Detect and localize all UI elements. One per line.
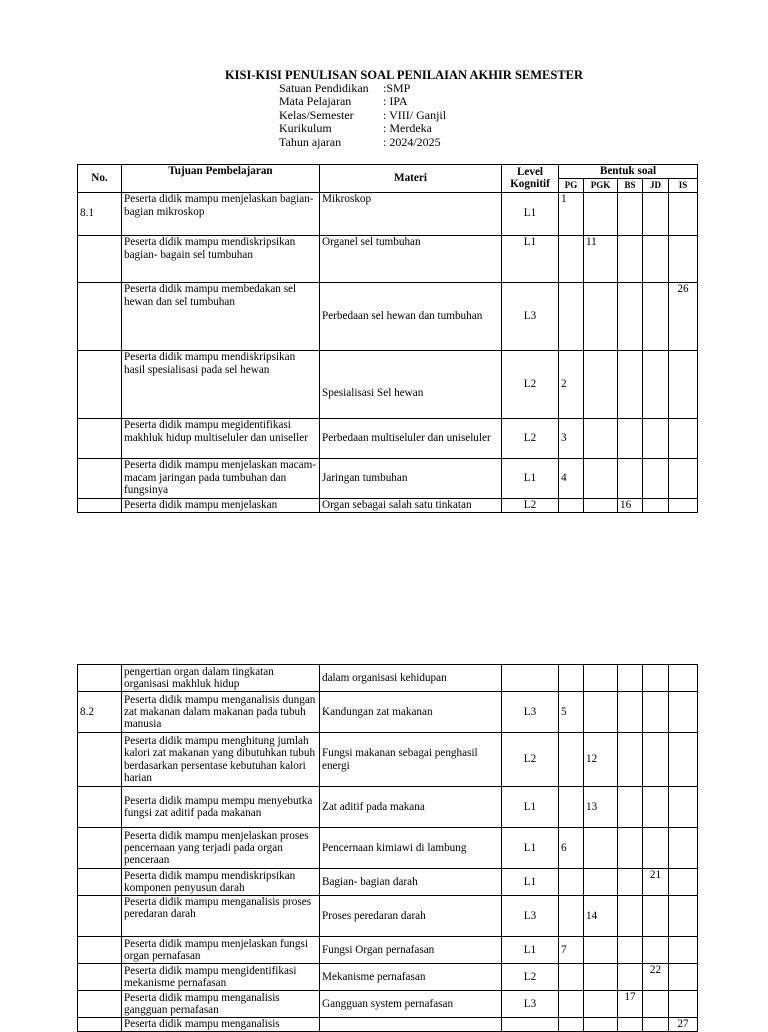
cell-tujuan: Peserta didik mampu menganalisis dungan zat makanan dalam makanan pada tubuh manusia xyxy=(122,692,320,733)
cell-tujuan: Peserta didik mampu menjelaskan bagian- bagian mikroskop xyxy=(122,192,320,235)
cell-pg xyxy=(559,733,584,787)
cell-pgk: 13 xyxy=(584,787,618,828)
cell-level: L3 xyxy=(502,896,559,937)
cell-no xyxy=(78,896,122,937)
cell-no xyxy=(78,418,122,458)
cell-no xyxy=(78,498,122,512)
cell-bs xyxy=(618,828,643,869)
cell-is xyxy=(669,665,698,692)
cell-bs xyxy=(618,937,643,964)
cell-jd xyxy=(643,235,669,282)
cell-tujuan: Peserta didik mampu menganalisis gangguan pernafasan xyxy=(122,991,320,1018)
cell-is xyxy=(669,733,698,787)
cell-level xyxy=(502,1018,559,1032)
cell-pgk xyxy=(584,828,618,869)
cell-level: L2 xyxy=(502,733,559,787)
cell-level: L2 xyxy=(502,498,559,512)
cell-materi: Proses peredaran darah xyxy=(320,896,502,937)
table-row xyxy=(78,458,698,498)
table-row xyxy=(78,282,698,350)
cell-no xyxy=(78,235,122,282)
cell-is xyxy=(669,787,698,828)
cell-jd xyxy=(643,350,669,418)
cell-materi: Mikroskop xyxy=(320,192,502,235)
cell-no xyxy=(78,1018,122,1032)
cell-jd xyxy=(643,991,669,1018)
cell-jd xyxy=(643,896,669,937)
cell-bs xyxy=(618,665,643,692)
cell-jd xyxy=(643,733,669,787)
table-row xyxy=(78,964,698,991)
cell-bs xyxy=(618,869,643,896)
cell-tujuan: Peserta didik mampu menjelaskan fungsi organ pernafasan xyxy=(122,937,320,964)
cell-tujuan: Peserta didik mampu mengidentifikasi mekanisme pernafasan xyxy=(122,964,320,991)
cell-jd xyxy=(643,1018,669,1032)
meta-row xyxy=(279,95,446,108)
cell-level: L3 xyxy=(502,692,559,733)
cell-pg: 4 xyxy=(559,458,584,498)
cell-materi: Fungsi Organ pernafasan xyxy=(320,937,502,964)
cell-level: L2 xyxy=(502,350,559,418)
cell-pg: 1 xyxy=(559,192,584,235)
meta-row xyxy=(279,136,446,149)
cell-is xyxy=(669,937,698,964)
cell-jd xyxy=(643,937,669,964)
cell-level: L1 xyxy=(502,458,559,498)
cell-no xyxy=(78,869,122,896)
cell-is xyxy=(669,828,698,869)
cell-tujuan: Peserta didik mampu menjelaskan macam- macam jaringan pada tumbuhan dan fungsinya xyxy=(122,458,320,498)
cell-is xyxy=(669,964,698,991)
meta-value: : IPA xyxy=(383,94,408,109)
cell-level: L1 xyxy=(502,869,559,896)
header-materi: Materi xyxy=(320,165,502,193)
meta-row xyxy=(279,122,446,135)
cell-no xyxy=(78,350,122,418)
cell-jd xyxy=(643,192,669,235)
cell-pgk xyxy=(584,665,618,692)
cell-is xyxy=(669,692,698,733)
cell-pgk xyxy=(584,350,618,418)
cell-no xyxy=(78,828,122,869)
cell-bs xyxy=(618,458,643,498)
table-row xyxy=(78,692,698,733)
cell-tujuan: Peserta didik mampu mempu menyebutka fungsi zat aditif pada makanan xyxy=(122,787,320,828)
cell-is xyxy=(669,235,698,282)
cell-bs xyxy=(618,350,643,418)
cell-materi: Perbedaan multiseluler dan uniseluler xyxy=(320,418,502,458)
cell-pgk: 12 xyxy=(584,733,618,787)
cell-pg: 5 xyxy=(559,692,584,733)
meta-label: Tahun ajaran xyxy=(279,134,342,149)
cell-pgk: 14 xyxy=(584,896,618,937)
cell-level: L2 xyxy=(502,418,559,458)
cell-jd xyxy=(643,282,669,350)
meta-value: : VIII/ Ganjil xyxy=(383,107,447,122)
cell-is xyxy=(669,869,698,896)
cell-jd xyxy=(643,458,669,498)
cell-level: L3 xyxy=(502,991,559,1018)
cell-jd xyxy=(643,665,669,692)
cell-bs xyxy=(618,896,643,937)
cell-jd xyxy=(643,787,669,828)
cell-no xyxy=(78,282,122,350)
cell-jd xyxy=(643,498,669,512)
cell-materi: Organel sel tumbuhan xyxy=(320,235,502,282)
cell-level: L2 xyxy=(502,964,559,991)
cell-bs xyxy=(618,1018,643,1032)
cell-materi: Kandungan zat makanan xyxy=(320,692,502,733)
cell-pg xyxy=(559,964,584,991)
table-row xyxy=(78,828,698,869)
cell-no: 8.2 xyxy=(78,692,122,733)
cell-is xyxy=(669,458,698,498)
cell-materi: Pencernaan kimiawi di lambung xyxy=(320,828,502,869)
cell-bs xyxy=(618,692,643,733)
cell-tujuan: Peserta didik mampu menganalisis xyxy=(122,1018,320,1032)
document-title: KISI-KISI PENULISAN SOAL PENILAIAN AKHIR SEMESTER xyxy=(224,68,584,82)
kisi-kisi-table-page-1 xyxy=(77,164,698,513)
table-row xyxy=(78,896,698,937)
cell-materi: Bagian- bagian darah xyxy=(320,869,502,896)
cell-jd: 22 xyxy=(643,964,669,991)
cell-is xyxy=(669,991,698,1018)
cell-level: L3 xyxy=(502,282,559,350)
header-tujuan: Tujuan Pembelajaran xyxy=(122,165,320,193)
table-row xyxy=(78,869,698,896)
table-row xyxy=(78,787,698,828)
table-row xyxy=(78,350,698,418)
cell-bs xyxy=(618,192,643,235)
cell-pgk xyxy=(584,418,618,458)
cell-is xyxy=(669,896,698,937)
cell-pgk xyxy=(584,937,618,964)
cell-tujuan: Peserta didik mampu menjelaskan proses pencernaan yang terjadi pada organ penceraan xyxy=(122,828,320,869)
meta-label: Kelas/Semester xyxy=(279,107,354,122)
cell-pg xyxy=(559,282,584,350)
cell-pgk xyxy=(584,1018,618,1032)
cell-pg xyxy=(559,896,584,937)
cell-is: 27 xyxy=(669,1018,698,1032)
cell-is xyxy=(669,498,698,512)
cell-pg: 3 xyxy=(559,418,584,458)
cell-pg xyxy=(559,787,584,828)
table-row xyxy=(78,733,698,787)
header-bs: BS xyxy=(618,179,643,193)
cell-materi xyxy=(320,1018,502,1032)
header-no: No. xyxy=(78,165,122,193)
cell-pg xyxy=(559,665,584,692)
cell-no xyxy=(78,991,122,1018)
cell-materi: Mekanisme pernafasan xyxy=(320,964,502,991)
cell-materi: Perbedaan sel hewan dan tumbuhan xyxy=(320,282,502,350)
meta-row xyxy=(279,82,446,95)
cell-pg: 7 xyxy=(559,937,584,964)
cell-no xyxy=(78,458,122,498)
meta-label: Kurikulum xyxy=(279,121,332,136)
cell-materi: Fungsi makanan sebagai penghasil energi xyxy=(320,733,502,787)
header-is: IS xyxy=(669,179,698,193)
cell-materi: Gangguan system pernafasan xyxy=(320,991,502,1018)
header-bentuk-soal: Bentuk soal xyxy=(559,165,698,179)
table-row xyxy=(78,991,698,1018)
cell-pgk xyxy=(584,991,618,1018)
cell-bs: 16 xyxy=(618,498,643,512)
cell-tujuan: Peserta didik mampu menjelaskan xyxy=(122,498,320,512)
cell-materi: Organ sebagai salah satu tinkatan xyxy=(320,498,502,512)
cell-no xyxy=(78,665,122,692)
table-row xyxy=(78,192,698,235)
cell-pgk xyxy=(584,498,618,512)
cell-jd xyxy=(643,692,669,733)
cell-tujuan: Peserta didik mampu membedakan sel hewan dan sel tumbuhan xyxy=(122,282,320,350)
document-meta xyxy=(279,82,446,149)
document-header xyxy=(0,68,768,149)
cell-tujuan: Peserta didik mampu menghitung jumlah kalori zat makanan yang dibutuhkan tubuh berdasarkan persentase kebutuhan kalori harian xyxy=(122,733,320,787)
cell-level: L1 xyxy=(502,828,559,869)
cell-pgk: 11 xyxy=(584,235,618,282)
cell-no xyxy=(78,937,122,964)
cell-pg xyxy=(559,991,584,1018)
meta-value: :SMP xyxy=(383,81,411,95)
cell-materi: dalam organisasi kehidupan xyxy=(320,665,502,692)
cell-pg xyxy=(559,498,584,512)
cell-level: L1 xyxy=(502,235,559,282)
kisi-kisi-table-page-2 xyxy=(77,664,698,1032)
cell-tujuan: Peserta didik mampu mendiskripsikan hasil spesialisasi pada sel hewan xyxy=(122,350,320,418)
cell-pg xyxy=(559,869,584,896)
cell-level: L1 xyxy=(502,192,559,235)
cell-is xyxy=(669,192,698,235)
table-row xyxy=(78,1018,698,1032)
table-row xyxy=(78,665,698,692)
cell-bs xyxy=(618,235,643,282)
meta-label: Mata Pelajaran xyxy=(279,94,352,109)
meta-value: : Merdeka xyxy=(383,121,432,136)
cell-pgk xyxy=(584,282,618,350)
cell-no xyxy=(78,964,122,991)
cell-pg xyxy=(559,1018,584,1032)
cell-level: L1 xyxy=(502,787,559,828)
cell-pg: 6 xyxy=(559,828,584,869)
cell-no: 8.1 xyxy=(78,192,122,235)
cell-materi: Spesialisasi Sel hewan xyxy=(320,350,502,418)
table-row xyxy=(78,498,698,512)
cell-no xyxy=(78,787,122,828)
cell-materi: Zat aditif pada makana xyxy=(320,787,502,828)
cell-level xyxy=(502,665,559,692)
cell-is xyxy=(669,418,698,458)
cell-jd xyxy=(643,418,669,458)
cell-jd xyxy=(643,828,669,869)
meta-label: Satuan Pendidikan xyxy=(279,81,369,95)
cell-pgk xyxy=(584,458,618,498)
cell-pg: 2 xyxy=(559,350,584,418)
meta-value: : 2024/2025 xyxy=(383,134,441,149)
header-pg: PG xyxy=(559,179,584,193)
table-row xyxy=(78,937,698,964)
cell-tujuan: Peserta didik mampu mendiskripsikan komponen penyusun darah xyxy=(122,869,320,896)
cell-bs xyxy=(618,418,643,458)
cell-is: 26 xyxy=(669,282,698,350)
table-row xyxy=(78,235,698,282)
meta-row xyxy=(279,109,446,122)
cell-bs xyxy=(618,787,643,828)
header-pgk: PGK xyxy=(584,179,618,193)
cell-level: L1 xyxy=(502,937,559,964)
cell-bs: 17 xyxy=(618,991,643,1018)
cell-bs xyxy=(618,733,643,787)
cell-bs xyxy=(618,964,643,991)
cell-tujuan: pengertian organ dalam tingkatan organisasi makhluk hidup xyxy=(122,665,320,692)
cell-materi: Jaringan tumbuhan xyxy=(320,458,502,498)
cell-bs xyxy=(618,282,643,350)
table-row xyxy=(78,418,698,458)
cell-pgk xyxy=(584,692,618,733)
header-jd: JD xyxy=(643,179,669,193)
cell-no xyxy=(78,733,122,787)
cell-pgk xyxy=(584,964,618,991)
cell-tujuan: Peserta didik mampu mendiskripsikan bagian- bagain sel tumbuhan xyxy=(122,235,320,282)
cell-pgk xyxy=(584,869,618,896)
header-level: Level Kognitif xyxy=(502,165,559,193)
cell-is xyxy=(669,350,698,418)
cell-pg xyxy=(559,235,584,282)
cell-pgk xyxy=(584,192,618,235)
cell-tujuan: Peserta didik mampu menganalisis proses peredaran darah xyxy=(122,896,320,937)
cell-tujuan: Peserta didik mampu megidentifikasi makhluk hidup multiseluler dan uniseller xyxy=(122,418,320,458)
cell-jd: 21 xyxy=(643,869,669,896)
